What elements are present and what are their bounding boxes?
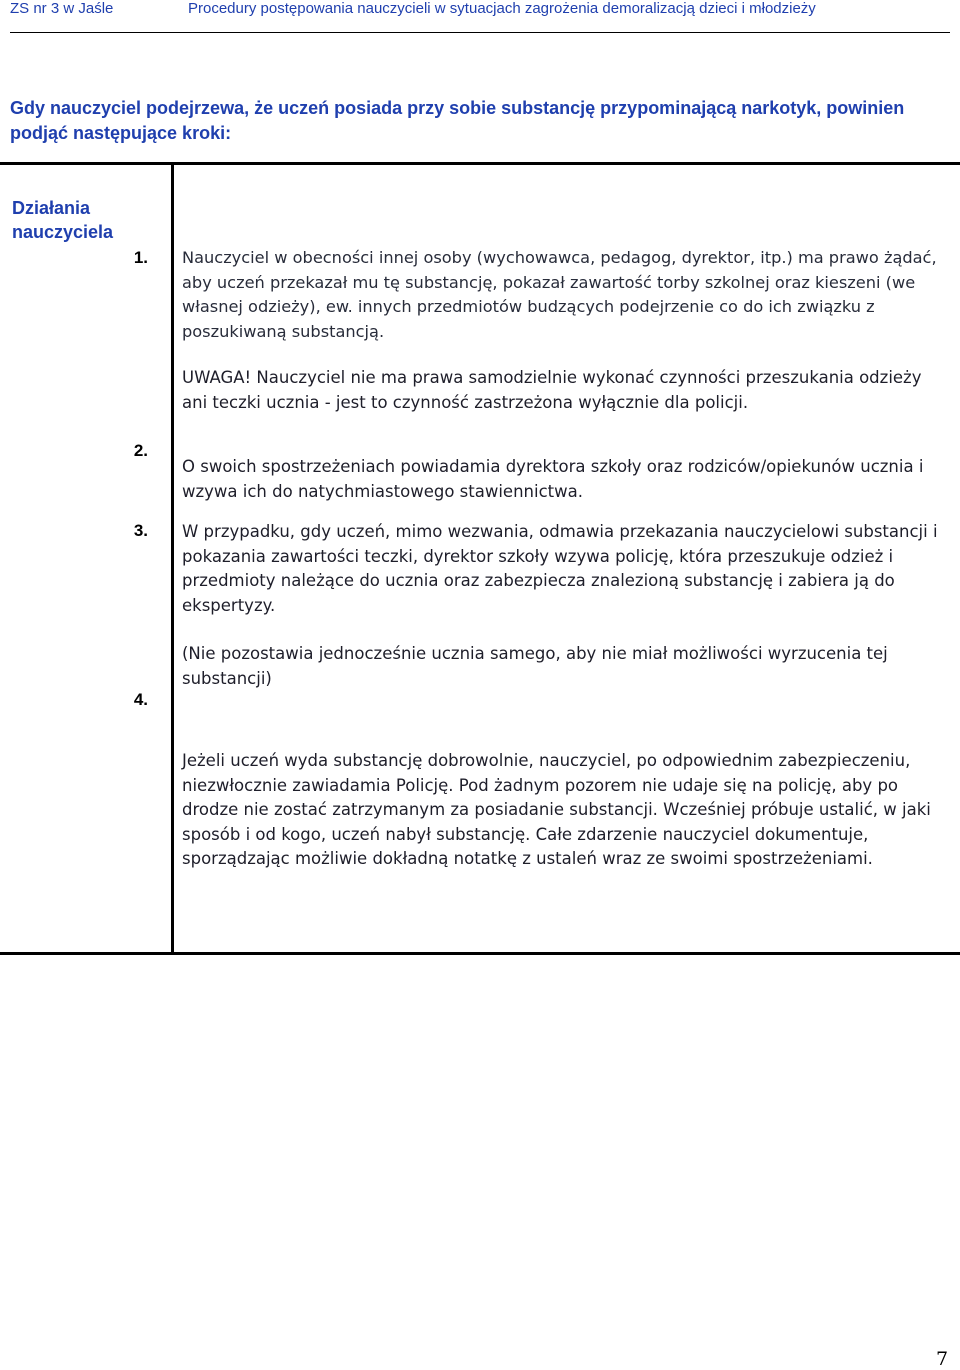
step-number-1: 1. bbox=[133, 248, 148, 267]
table-top-rule bbox=[0, 162, 960, 165]
step-text-notify: O swoich spostrzeżeniach powiadamia dyrektora szkoły oraz rodziców/opiekunów ucznia i wzywa ich do natychmiastowego stawiennictwa. bbox=[182, 457, 924, 501]
table-column-divider bbox=[171, 162, 174, 955]
step-text-request: Nauczyciel w obecności innej osoby (wychowawca, pedagog, dyrektor, itp.) ma prawo żądać, aby uczeń przekazał mu tę substancję, pokazał zawartość torby szkolnej oraz kieszeni (we własnej odzieży), ew. innych przedmiotów budzących podejrzenie co do ich związku z poszukiwaną substancją. bbox=[182, 248, 937, 341]
step-number-2: 2. bbox=[133, 441, 148, 460]
table-bottom-rule bbox=[0, 952, 960, 955]
intro-heading: Gdy nauczyciel podejrzewa, że uczeń posiada przy sobie substancję przypominającą narkotyk, powinien podjąć następujące kroki: bbox=[10, 98, 905, 143]
column-header-actions: Działania nauczyciela bbox=[12, 198, 114, 242]
step-text-warning: UWAGA! Nauczyciel nie ma prawa samodzielnie wykonać czynności przeszukania odzieży ani teczki ucznia - jest to czynność zastrzeżona wyłącznie dla policji. bbox=[182, 368, 922, 412]
step-number-3: 3. bbox=[133, 521, 148, 540]
header-school: ZS nr 3 w Jaśle bbox=[10, 0, 114, 17]
step-text-supervise: (Nie pozostawia jednocześnie ucznia samego, aby nie miał możliwości wyrzucenia tej substancji) bbox=[182, 644, 888, 688]
page-number: 7 bbox=[936, 1348, 949, 1370]
step-text-voluntary: Jeżeli uczeń wyda substancję dobrowolnie, nauczyciel, po odpowiednim zabezpieczeniu, niezwłocznie zawiadamia Policję. Pod żadnym pozorem nie udaje się na policję, aby po drodze nie zostać zatrzymanym za posiadanie substancji. Wcześniej próbuje ustalić, w jaki sposób i od kogo, uczeń nabył substancję. Całe zdarzenie nauczyciel dokumentuje, sporządzając możliwie dokładną notatkę z ustaleń wraz ze swoimi spostrzeżeniami. bbox=[182, 751, 931, 868]
header-document-title: Procedury postępowania nauczycieli w sytuacjach zagrożenia demoralizacją dzieci i młodzieży bbox=[188, 0, 816, 17]
step-text-police-search: W przypadku, gdy uczeń, mimo wezwania, odmawia przekazania nauczycielowi substancji i pokazania zawartości teczki, dyrektor szkoły wzywa policję, która przeszukuje odzież i przedmioty należące do ucznia oraz zabezpiecza znalezioną substancję i zabiera ją do ekspertyzy. bbox=[182, 522, 938, 615]
page-header bbox=[10, 0, 950, 33]
step-number-4: 4. bbox=[133, 690, 148, 709]
